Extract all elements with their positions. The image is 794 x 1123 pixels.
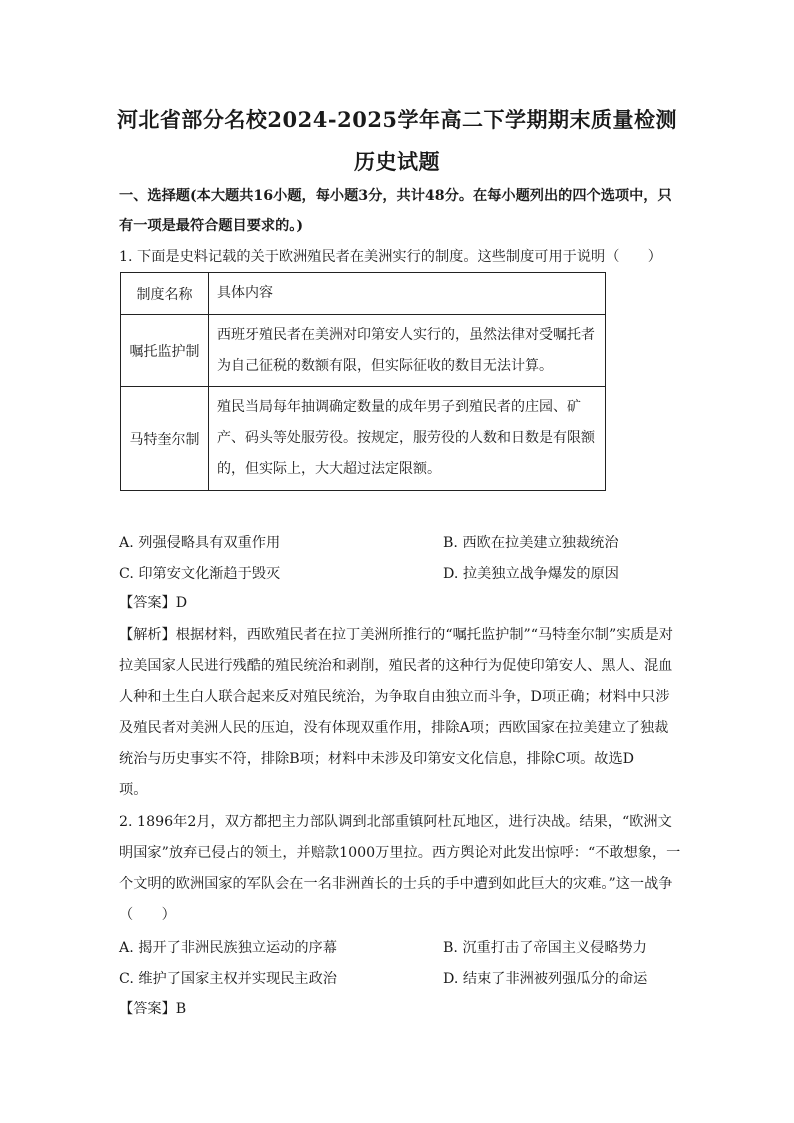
table-row bbox=[121, 315, 606, 387]
q1-option-d[interactable]: D. 拉美独立战争爆发的原因 bbox=[443, 566, 619, 582]
q2-stem-line: 2. 1896年2月，双方都把主力部队调到北部重镇阿杜瓦地区，进行决战。结果，“欧洲文 bbox=[119, 814, 672, 830]
q2-stem-line: 明国家”放弃已侵占的领土，并赔款1000万里拉。西方舆论对此发出惊呼：“不敢想象，一 bbox=[119, 845, 681, 861]
q1-option-a[interactable]: A. 列强侵略具有双重作用 bbox=[119, 535, 281, 551]
q2-stem-line: 个文明的欧洲国家的军队会在一名非洲酋长的士兵的手中遭到如此巨大的灾难。”这一战争 bbox=[119, 876, 673, 892]
table-cell-name: 嘱托监护制 bbox=[121, 315, 209, 387]
table-header-row bbox=[121, 273, 606, 315]
table-cell-line: 殖民当局每年抽调确定数量的成年男子到殖民者的庄园、矿 bbox=[217, 399, 581, 415]
table-cell-line: 的，但实际上，大大超过法定限额。 bbox=[217, 461, 441, 477]
table-row bbox=[121, 387, 606, 491]
exam-subtitle: 历史试题 bbox=[354, 149, 440, 174]
q1-analysis-line: 人种和土生白人联合起来反对殖民统治，为争取自由独立而斗争，D项正确；材料中只涉 bbox=[119, 689, 670, 705]
table-cell-content bbox=[209, 315, 606, 387]
q1-answer: 【答案】D bbox=[119, 595, 188, 611]
table-cell-line: 产、码头等处服劳役。按规定，服劳役的人数和日数是有限额 bbox=[217, 430, 595, 446]
table-cell-line: 为自己征税的数额有限，但实际征收的数目无法计算。 bbox=[217, 357, 553, 374]
table-header-content: 具体内容 bbox=[217, 285, 273, 301]
q1-option-b[interactable]: B. 西欧在拉美建立独裁统治 bbox=[443, 535, 619, 551]
section-instruction-line2: 有一项是最符合题目要求的。) bbox=[119, 218, 304, 234]
q1-analysis-line: 统治与历史事实不符，排除B项；材料中未涉及印第安文化信息，排除C项。故选D bbox=[119, 751, 635, 767]
q2-answer: 【答案】B bbox=[119, 1001, 187, 1017]
q1-analysis-line: 【解析】根据材料，西欧殖民者在拉丁美洲所推行的“嘱托监护制”“马特奎尔制”实质是对 bbox=[119, 627, 673, 643]
q1-analysis-line: 项。 bbox=[119, 782, 148, 798]
q2-option-b[interactable]: B. 沉重打击了帝国主义侵略势力 bbox=[443, 940, 647, 956]
q1-table bbox=[120, 272, 606, 491]
q1-analysis-line: 及殖民者对美洲人民的压迫，没有体现双重作用，排除A项；西欧国家在拉美建立了独裁 bbox=[119, 720, 669, 736]
table-cell-line: 西班牙殖民者在美洲对印第安人实行的，虽然法律对受嘱托者 bbox=[217, 326, 595, 343]
table-header-name: 制度名称 bbox=[121, 273, 209, 315]
q2-option-a[interactable]: A. 揭开了非洲民族独立运动的序幕 bbox=[119, 940, 337, 956]
table-cell-content bbox=[209, 387, 606, 491]
q1-analysis-line: 拉美国家人民进行残酷的殖民统治和剥削，殖民者的这种行为促使印第安人、黑人、混血 bbox=[119, 658, 673, 674]
q1-stem: 1. 下面是史料记载的关于欧洲殖民者在美洲实行的制度。这些制度可用于说明（ ） bbox=[119, 249, 662, 265]
table-cell-name: 马特奎尔制 bbox=[121, 387, 209, 491]
exam-title: 河北省部分名校2024-2025学年高二下学期期末质量检测 bbox=[116, 107, 678, 132]
q2-option-d[interactable]: D. 结束了非洲被列强瓜分的命运 bbox=[443, 971, 648, 987]
section-instruction-line1: 一、选择题(本大题共16小题，每小题3分，共计48分。在每小题列出的四个选项中，只 bbox=[119, 188, 672, 204]
q2-stem-line: （ ） bbox=[119, 907, 176, 923]
q1-option-c[interactable]: C. 印第安文化渐趋于毁灭 bbox=[119, 566, 281, 582]
q2-option-c[interactable]: C. 维护了国家主权并实现民主政治 bbox=[119, 971, 337, 987]
